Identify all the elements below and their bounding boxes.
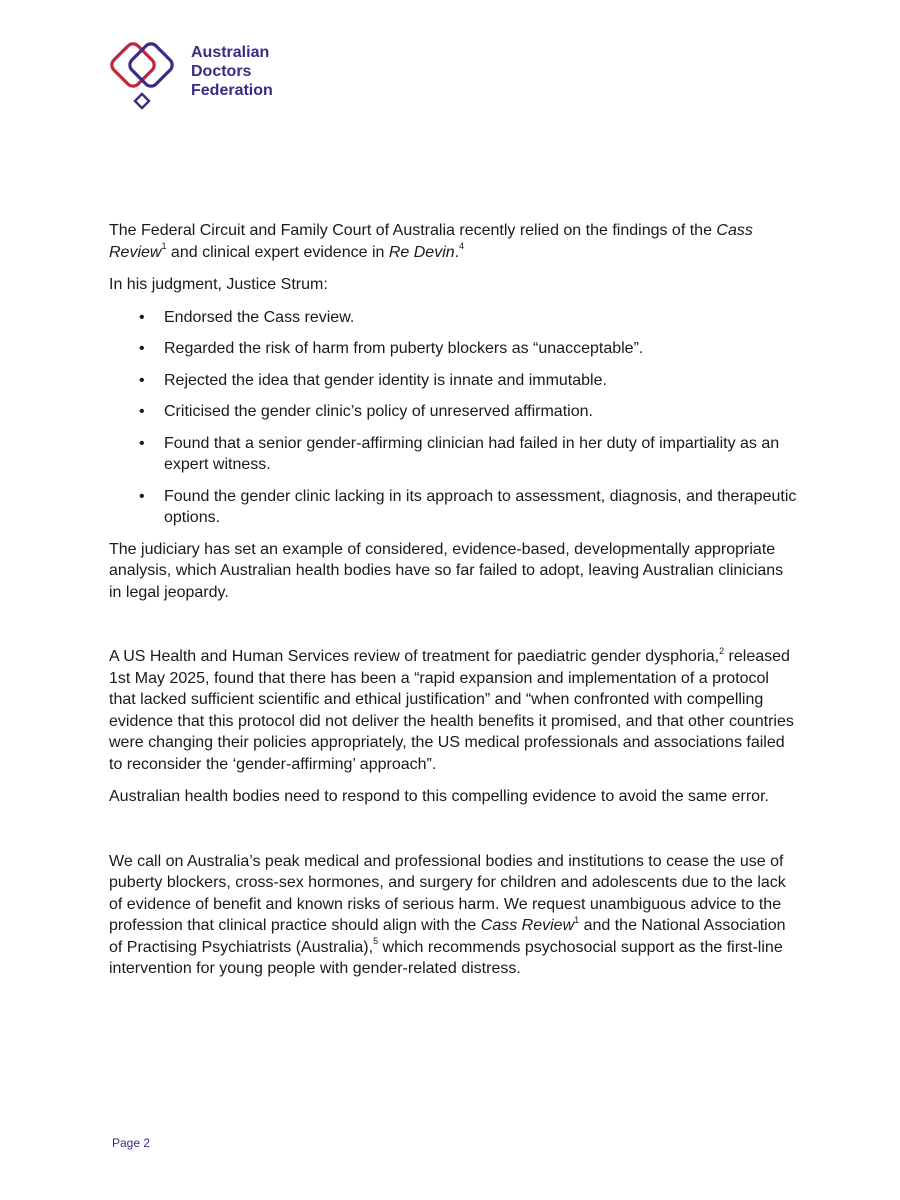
page-number: Page 2 <box>112 1136 151 1150</box>
bullet-icon: • <box>139 434 145 452</box>
org-name-line-1: Australian <box>191 44 270 61</box>
paragraph-judiciary: The judiciary has set an example of considered, evidence-based, developmentally appropriate analysis, which Australian health bodies have so far failed to adopt, leaving Australian clinicians in legal jeopardy. <box>109 540 784 601</box>
org-name-line-2: Doctors <box>191 63 252 80</box>
paragraph-call-to-action: We call on Australia’s peak medical and professional bodies and institutions to cease the use of puberty blockers, cross-sex hormones, and surgery for children and adolescents due to the lack of evidence of benefit and known risks of serious harm. We request unambiguous advice to the profession that clinical practice should align with the Cass Review$^1$ and the National Association of Practising Psychiatrists (Australia),$^5$ which recommends psychosocial support as the first-line intervention for young people with gender-related distress. <box>109 852 786 977</box>
bullet-icon: • <box>139 487 145 505</box>
list-item: • Criticised the gender clinic’s policy of unreserved affirmation. <box>109 401 799 423</box>
organization-logo <box>106 40 286 116</box>
footnote-ref: 4 <box>459 241 465 252</box>
list-item: • Regarded the risk of harm from puberty blockers as “unacceptable”. <box>109 338 799 360</box>
paragraph-us-review: A US Health and Human Services review of treatment for paediatric gender dysphoria,$^2$ released 1st May 2025, found that there has been a “rapid expansion and implementation of a protocol that lacked sufficient scientific and ethical justification” and “when confronted with compelling evidence that this protocol did not deliver the health benefits it promised, and that other countries were changing their policies appropriately, the US medical professionals and associations failed to reconsider the ‘gender-affirming’ approach”. <box>109 645 794 773</box>
bullet-icon: • <box>139 340 145 357</box>
footnote-ref: 1 <box>161 241 167 252</box>
footnote-ref: 5 <box>373 936 379 947</box>
document-body <box>109 220 799 991</box>
paragraph-australian-bodies: Australian health bodies need to respond to this compelling evidence to avoid the same error. <box>109 788 769 805</box>
organization-name <box>191 43 273 100</box>
case-name: Re Devin <box>388 243 455 261</box>
org-name-line-3: Federation <box>191 82 273 99</box>
list-item: • Found that a senior gender-affirming clinician had failed in her duty of impartiality as an expert witness. <box>139 434 780 473</box>
footnote-ref: 1 <box>574 914 580 925</box>
paragraph-court-findings: The Federal Circuit and Family Court of Australia recently relied on the findings of the Cass Review$^1$ and clinical expert evidence in Re Devin.$^4$ <box>109 222 753 261</box>
list-item: • Found the gender clinic lacking in its approach to assessment, diagnosis, and therapeutic options. <box>139 487 797 526</box>
cass-review-title: Cass Review <box>480 917 575 934</box>
judgment-bullet-list <box>109 307 799 529</box>
paragraph-judgment-intro: In his judgment, Justice Strum: <box>109 276 328 293</box>
bullet-icon: • <box>139 371 145 389</box>
logo-diamond-icon <box>106 40 186 116</box>
list-item: • Rejected the idea that gender identity is innate and immutable. <box>109 370 799 392</box>
footnote-ref: 2 <box>719 645 725 656</box>
bullet-icon: • <box>139 308 145 326</box>
cass-review-title: Cass Review <box>109 222 753 261</box>
list-item: • Endorsed the Cass review. <box>109 307 799 329</box>
bullet-icon: • <box>139 403 145 420</box>
